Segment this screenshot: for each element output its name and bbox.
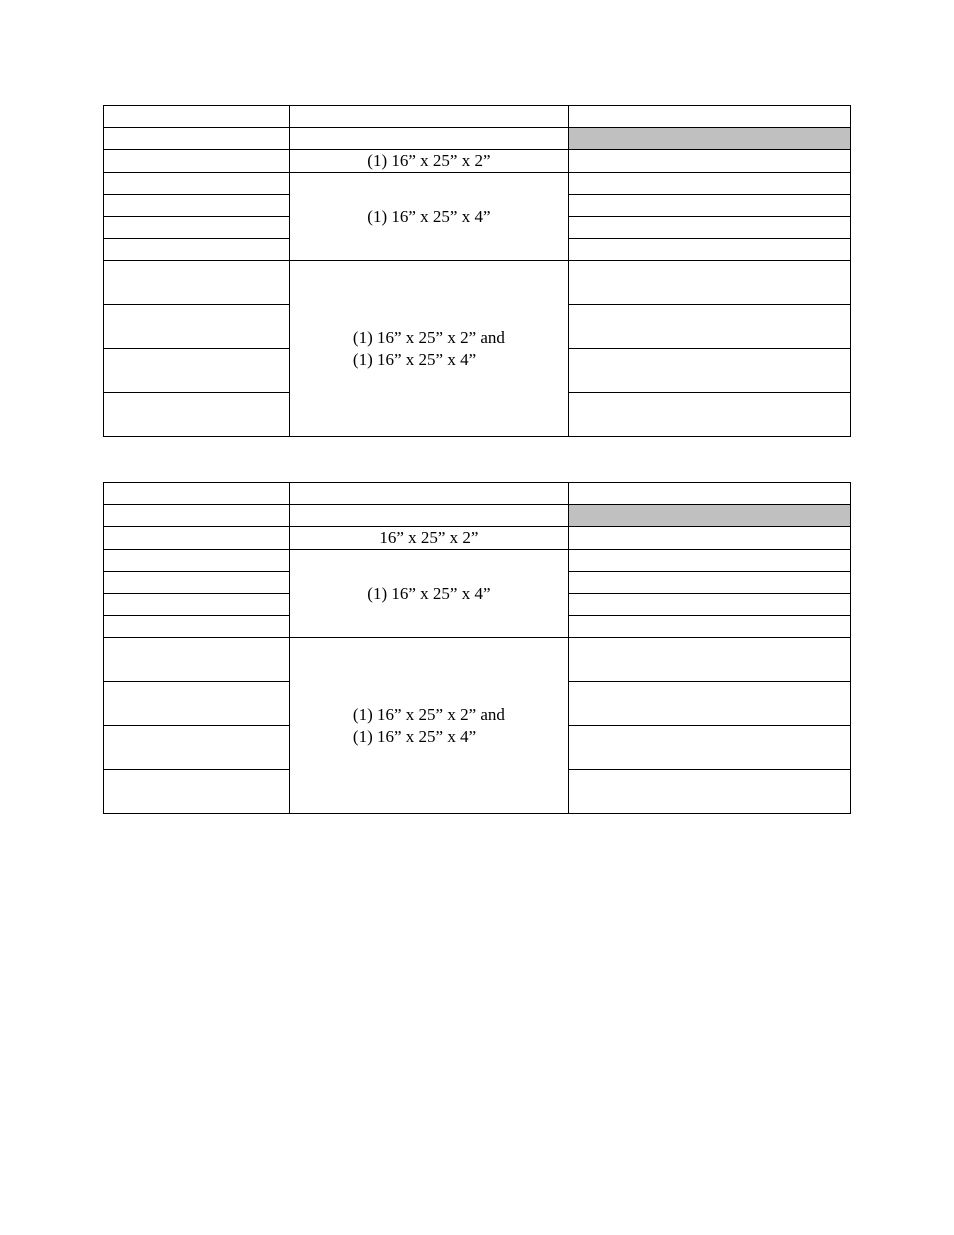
filter-size-line: (1) 16” x 25” x 4” [352,726,477,746]
table-cell [568,195,850,217]
filter-size-line: (1) 16” x 25” x 2” and [352,327,505,347]
filter-size-line: (1) 16” x 25” x 2” and [352,704,505,724]
table-cell [104,682,290,726]
table-row [104,261,851,305]
table-cell [290,483,568,505]
table-cell [568,106,850,128]
table-cell [290,106,568,128]
table-cell [568,483,850,505]
table-cell [104,349,290,393]
table-cell [104,128,290,150]
table-cell [104,505,290,527]
table-cell [104,638,290,682]
table-cell [104,594,290,616]
table-cell [104,173,290,195]
filter-size-cell [290,638,568,814]
filter-size-cell [290,527,568,550]
table-cell [568,527,850,550]
table-row [104,527,851,550]
table-cell [104,305,290,349]
table-cell [568,261,850,305]
filter-table-2 [103,482,851,814]
table-cell [568,572,850,594]
filter-size-cell [290,150,568,173]
filter-size-cell [290,173,568,261]
filter-size-cell [290,261,568,437]
table-row [104,128,851,150]
table-row [104,483,851,505]
table-cell [104,106,290,128]
table-row [104,638,851,682]
filter-size-lines [353,704,505,748]
table-cell [568,682,850,726]
table-cell [568,305,850,349]
table-row [104,173,851,195]
table-cell [104,616,290,638]
table-cell [104,550,290,572]
table-cell [568,217,850,239]
table-cell [104,527,290,550]
table-cell [568,638,850,682]
table-cell [104,483,290,505]
table-cell [104,150,290,173]
table-row [104,150,851,173]
filter-size-text: (1) 16” x 25” x 4” [367,583,491,603]
table-cell [104,572,290,594]
table-cell [104,195,290,217]
table-row [104,106,851,128]
table-cell [104,393,290,437]
table-row [104,505,851,527]
filter-size-line: (1) 16” x 25” x 4” [352,349,477,369]
filter-size-cell [290,550,568,638]
table-cell [290,128,568,150]
table-cell [568,173,850,195]
filter-size-text: (1) 16” x 25” x 4” [367,206,491,226]
table-cell [104,217,290,239]
table-cell [104,726,290,770]
table-cell [568,393,850,437]
filter-table-1 [103,105,851,437]
filter-size-text: (1) 16” x 25” x 2” [367,151,491,170]
table-cell [568,239,850,261]
table-row [104,550,851,572]
table-cell [568,550,850,572]
table-cell [568,616,850,638]
table-cell [568,349,850,393]
table-cell [568,770,850,814]
table-cell [104,239,290,261]
table-cell [568,726,850,770]
shaded-cell [568,505,850,527]
table-cell [568,150,850,173]
table-cell [290,505,568,527]
table-cell [104,770,290,814]
table-cell [568,594,850,616]
shaded-cell [568,128,850,150]
table-cell [104,261,290,305]
filter-size-text: 16” x 25” x 2” [379,528,479,547]
filter-size-lines [353,327,505,371]
